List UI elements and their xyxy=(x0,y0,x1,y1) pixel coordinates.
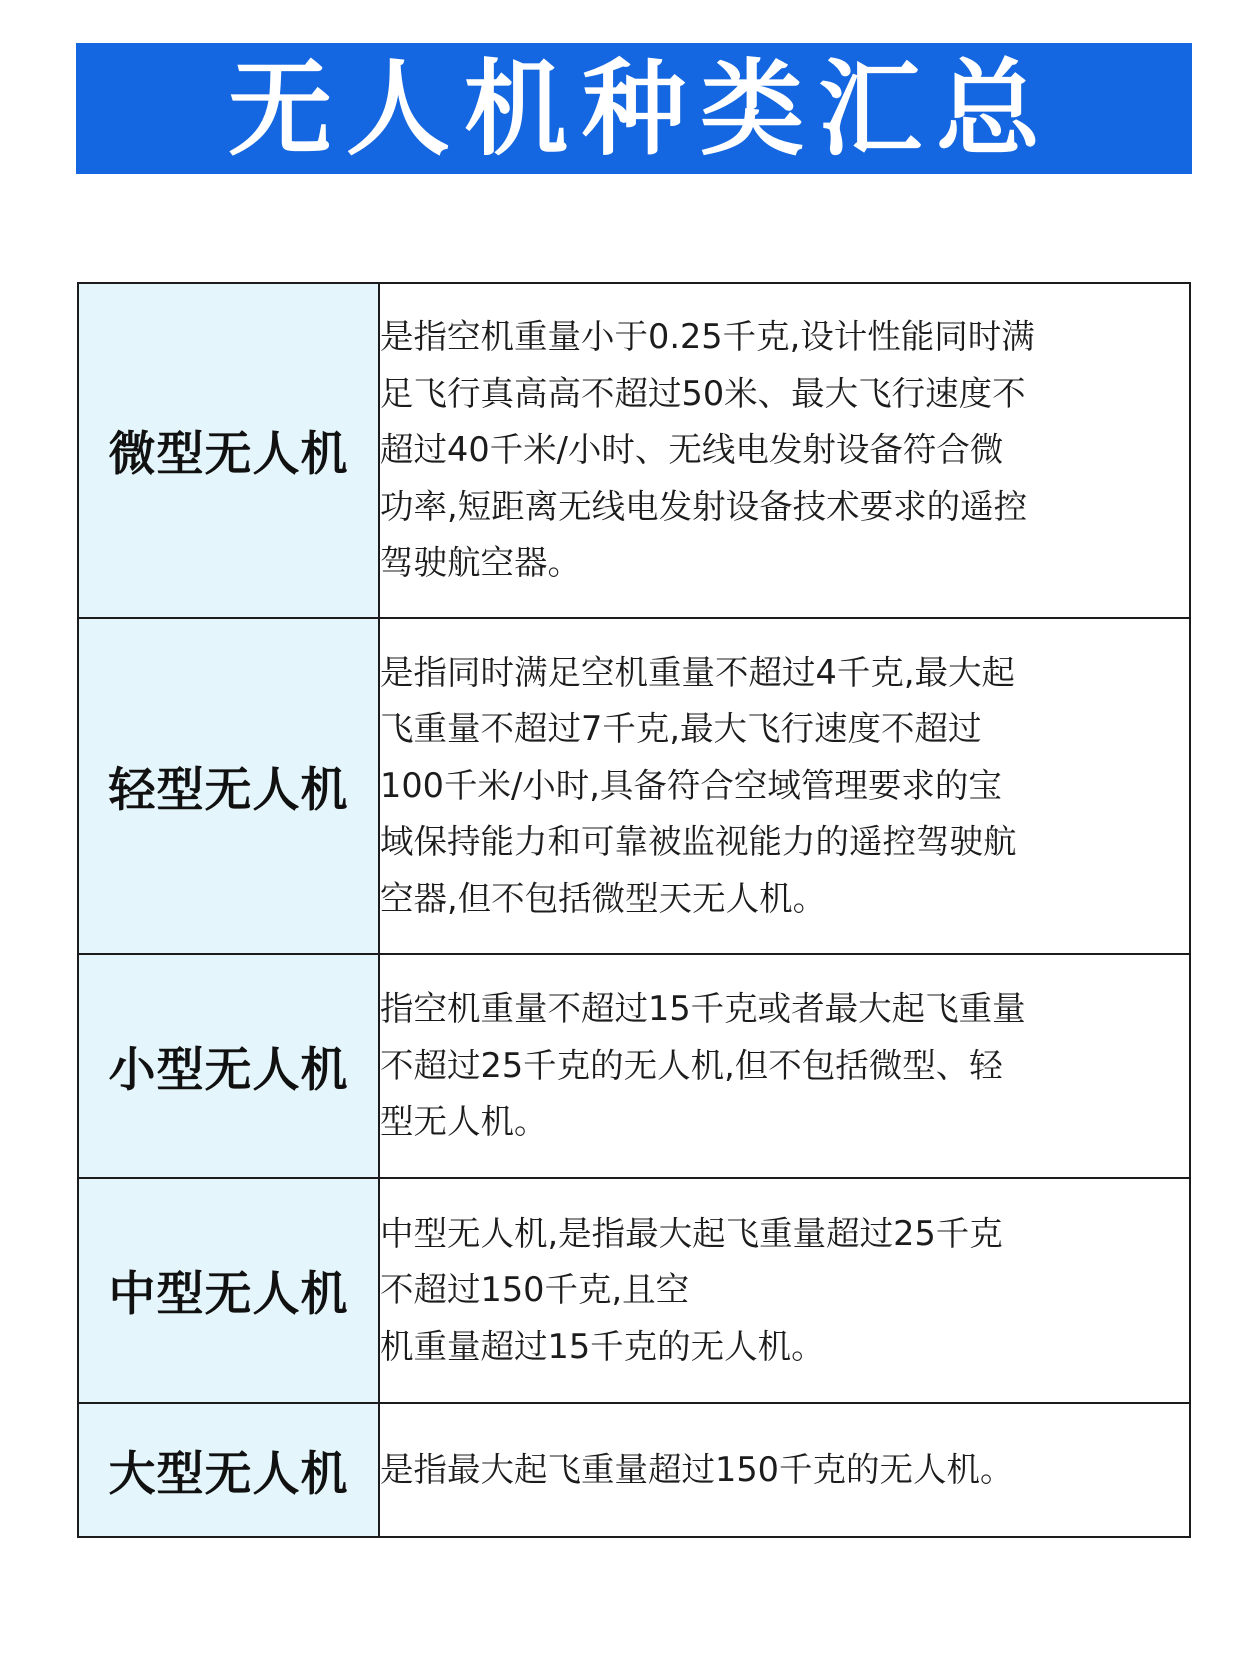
description-text: 中型无人机,是指最大起飞重量超过25千克 不超过150千克,且空 机重量超过15千克的无人机。 xyxy=(380,1213,1003,1366)
type-cell xyxy=(78,618,379,954)
type-cell xyxy=(78,1178,379,1403)
type-label: 小型无人机 xyxy=(108,1042,349,1098)
type-label: 微型无人机 xyxy=(108,427,349,482)
description-text: 是指最大起飞重量超过150千克的无人机。 xyxy=(380,1449,1014,1489)
drone-types-table xyxy=(77,282,1191,1538)
type-label: 中型无人机 xyxy=(108,1267,349,1322)
title-banner xyxy=(76,43,1192,174)
type-cell xyxy=(78,954,379,1178)
description-cell xyxy=(379,954,1190,1178)
table-row-light xyxy=(78,618,1190,954)
description-cell xyxy=(379,283,1190,618)
description-text: 指空机重量不超过15千克或者最大起飞重量 不超过25千克的无人机,但不包括微型、轻 型无人机。 xyxy=(380,989,1026,1142)
type-label: 轻型无人机 xyxy=(108,762,349,818)
type-cell xyxy=(78,1403,379,1537)
description-cell xyxy=(379,1178,1190,1403)
page-title: 无人机种类汇总 xyxy=(227,47,1054,170)
description-cell xyxy=(379,1403,1190,1537)
description-text: 是指同时满足空机重量不超过4千克,最大起 飞重量不超过7千克,最大飞行速度不超过 100千米/小时,具备符合空域管理要求的宝 域保持能力和可靠被监视能力的遥控驾驶航 空器,但不包括微型天无人机。 xyxy=(380,652,1017,918)
type-label: 大型无人机 xyxy=(108,1446,349,1502)
table-row-medium xyxy=(78,1178,1190,1403)
description-cell xyxy=(379,618,1190,954)
table-row-small xyxy=(78,954,1190,1178)
type-cell xyxy=(78,283,379,618)
description-text: 是指空机重量小于0.25千克,设计性能同时满 足飞行真高高不超过50米、最大飞行速度不 超过40千米/小时、无线电发射设备符合微 功率,短距离无线电发射设备技术要求的遥控 驾驶航空器。 xyxy=(380,317,1035,583)
table-row-large xyxy=(78,1403,1190,1537)
table-row-micro xyxy=(78,283,1190,618)
